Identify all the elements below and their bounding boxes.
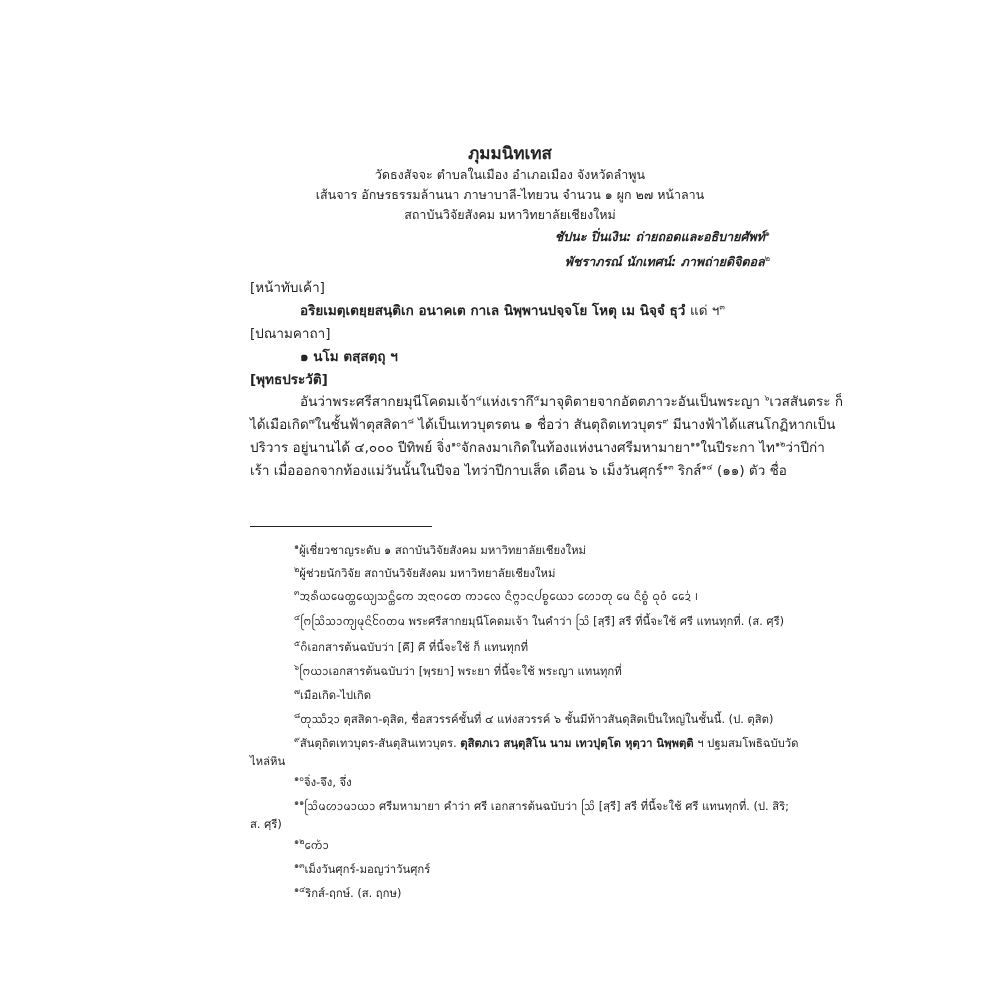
footnote-number: ๕ <box>294 639 301 648</box>
footnote-text: จิ่ง-จึง, จึ่ง <box>303 775 352 789</box>
homage-text: ๑ นโม ตสฺสตฺถุ ฯ <box>300 349 398 365</box>
footnote-text: [สฺรี] สรี ที่นี้จะใช้ ศรี แทนทุกที่. (ป. สิริ; <box>595 799 789 813</box>
footnote-item <box>294 586 698 606</box>
cover-text: อริยเมตฺเตยฺยสนฺติเก อนาคเต กาเล นิพฺพานปจฺจโย โหตุ เม นิจฺจํ ธุวํ แด่ ฯ$^๓$ <box>300 302 725 319</box>
lanna-script-text: ᨣᩧ <box>300 640 308 654</box>
footnote-number: ๘ <box>294 711 301 720</box>
footnote-text: ᩋᩁᩥᨿᨾᩮᨲ᩠ᨲᩮᨿ᩠ᨿᩈᨶ᩠ᨲᩥᨠᩮ ᩋᨶᩣᨣᨲᩮ ᨠᩣᩃᩮ ᨶᩥᨻ᩠ᨻᩣᨶᨸᨧ᩠ᨧᨿᩮᩣ ᩉᩮᩣᨲᩩ ᨾᩮ ᨶᩥᨧ᩠ᨧᩴ ᨵᩩᩅᩴ ᩯᨯ᩵ ᪨ <box>299 589 699 603</box>
body-line-1 <box>300 390 844 412</box>
body-text: อันว่าพระศรีสากยมุนีโคดมเจ้า <box>300 394 476 410</box>
section-cover-label: [หน้าทับเค้า] <box>250 280 325 296</box>
footnote-text: ฯ ปฐมสมโพธิฉบับวัด <box>693 736 799 750</box>
footnote-item <box>294 540 586 559</box>
footnote-marker: ๔ <box>475 393 482 403</box>
body-text: (๑๑) ตัว ชื่อ <box>712 463 787 479</box>
lanna-script-text: ᨲᩩᩔᩥᨯᩣ <box>300 712 340 726</box>
footnote-continuation: ไหล่หิน <box>250 755 286 768</box>
footnote-text: [พฺรยา] พระยา ที่นี้จะใช้ พระญา แทนทุกที่ <box>418 664 622 678</box>
footnote-text: เอกสารต้นฉบับว่า <box>328 664 419 678</box>
body-text: แห่งเรากึ <box>481 394 534 410</box>
footnote-item <box>294 685 371 704</box>
footnote-number: ๔ <box>294 613 301 622</box>
footnote-item <box>294 859 430 878</box>
footnote-item <box>294 661 622 681</box>
footnote-number: ๖ <box>294 663 300 672</box>
footnote-item <box>294 772 352 791</box>
footnote-marker: ๑๐ <box>451 439 461 449</box>
lanna-script-text: ᩈᩕᩦ <box>580 799 596 813</box>
body-text: ปริวาร อยู่นานได้ ๔,๐๐๐ ปีทิพย์ จิ่ง <box>250 440 452 456</box>
footnote-item <box>294 611 784 631</box>
footnote-text: ผู้ช่วยนักวิจัย สถาบันวิจัยสังคม มหาวิทยาลัยเชียงใหม่ <box>299 566 556 580</box>
footnote-text: พระศรีสากยมุนีโคดมเจ้า ในคำว่า <box>404 614 576 628</box>
footnote-marker: ๕ <box>533 393 540 403</box>
lanna-script-text: ᩈᩕᩦᨾᩉᩣᨾᩣᨿᩣ <box>304 799 376 813</box>
subtitle-manuscript: เส้นจาร อักษรธรรมล้านนา ภาษาบาลี-ไทยวน จำนวน ๑ ผูก ๒๗ หน้าลาน <box>315 187 705 202</box>
footnote-item <box>294 796 789 816</box>
footnote-number: ๑๔ <box>294 885 306 894</box>
subtitle-location: วัดธงสัจจะ ตำบลในเมือง อำเภอเมือง จังหวัดลำพูน <box>374 167 646 182</box>
footnote-marker: ๑๓ <box>663 462 674 472</box>
footnote-item <box>294 563 555 582</box>
body-text: จักลงมาเกิดในท้องแห่งนางศรีมหามายา <box>461 440 691 456</box>
footnote-text: สันตุถิตเทวบุตร-สันตุสินเทวบุตร. <box>299 736 461 750</box>
footnote-text: [สฺรี] สรี ที่นี้จะใช้ ศรี แทนทุกที่. (ส. ศฺรี) <box>589 614 785 628</box>
credit-transcriber: ชัปนะ ปิ่นเงิน: ถ่ายถอดและอธิบายศัพท์$^๑$ <box>554 229 770 245</box>
section-homage-label: [ปณามคาถา] <box>250 326 331 342</box>
footnote-item <box>294 637 528 657</box>
section-biography-label: [พุทธประวัติ] <box>250 372 328 388</box>
body-text: ในปีระกา ไท <box>700 440 775 456</box>
body-text: มาจุติตายจากอัตตภาวะอันเป็นพระญา <box>539 394 765 410</box>
body-text: เวสสันตระ ก็ <box>769 394 844 410</box>
footnote-text: ตุสสิดา-ดุสิต, ชื่อสวรรค์ชั้นที่ ๔ แห่งสวรรค์ ๖ ชั้นมีท้าวสันดุสิตเป็นใหญ่ในชั้นนี้. (ป. ตุสิต) <box>339 712 774 726</box>
footnote-text: เมือเกิด-ไปเกิด <box>300 688 372 702</box>
footnote-text: เอกสารต้นฉบับว่า <box>307 640 398 654</box>
lanna-script-text: ᨻᩕᨿᩣ <box>299 664 329 678</box>
body-line-3 <box>250 436 825 458</box>
footnote-marker: ๙ <box>662 416 669 426</box>
footnote-bold-text: ตุสิตภเว สนฺตุสิโน นาม เทวปุตฺโต หุตฺวา นิพฺพตฺติ <box>460 736 694 750</box>
footnote-marker: ๗ <box>308 416 315 426</box>
lanna-script-text: ᩈᩕᩦ <box>575 614 590 628</box>
footnote-marker: ๑๑ <box>690 439 701 449</box>
body-text: ในชั้นฟ้าตุสสิดา <box>314 417 408 433</box>
body-line-4 <box>250 459 787 481</box>
footnote-text: ผู้เชี่ยวชาญระดับ ๑ สถาบันวิจัยสังคม มหาวิทยาลัยเชียงใหม่ <box>299 543 586 557</box>
footnote-item <box>294 733 798 752</box>
lanna-script-text: ᨻᩕᩈᩕᩦᩈᩣᨠ᩠ᨿᨾᩩᨶᩦᨣᩰᨲᨾ <box>300 614 405 628</box>
body-text: ริกส์ <box>673 463 702 479</box>
body-text: ได้เมือเกิด <box>250 417 309 433</box>
body-text: ว่าปีก่า <box>785 440 825 456</box>
footnote-item <box>294 835 329 855</box>
footnote-number: ๑๐ <box>294 774 304 783</box>
footnote-marker: ๑๒ <box>774 439 786 449</box>
document-title: ภุมมนิทเทส <box>468 144 552 164</box>
credit-photographer: พัชราภรณ์ นักเทศน์: ภาพถ่ายดิจิตอล$^๒$ <box>564 254 770 270</box>
body-line-2 <box>250 413 836 435</box>
footnote-number: ๗ <box>294 687 301 696</box>
footnote-marker: ๘ <box>407 416 414 426</box>
footnote-text: ริกส์-ฤกษ์. (ส. ฤกษ) <box>305 886 402 900</box>
footnote-separator <box>250 526 432 527</box>
footnote-number: ๑๓ <box>294 861 305 870</box>
lanna-script-text: ᨠᩮᩢ᩵ᩣ <box>304 838 329 852</box>
footnote-number: ๑ <box>294 542 300 551</box>
footnote-number: ๙ <box>294 735 300 744</box>
body-text: ได้เป็นเทวบุตรตน ๑ ชื่อว่า สันตุถิตเทวบุตร <box>413 417 663 433</box>
footnote-number: ๓ <box>294 588 300 597</box>
footnote-text: เม็งวันศุกร์-มอญว่าวันศุกร์ <box>304 862 431 876</box>
footnote-item <box>294 883 401 902</box>
footnote-text: ศรีมหามายา คำว่า ศรี เอกสารต้นฉบับว่า <box>375 799 581 813</box>
footnote-text: [คึ] คึ ที่นี้จะใช้ ก็ แทนทุกที่ <box>397 640 529 654</box>
body-text: เร้า เมื่อออกจากท้องแม่วันนั้นในปีจอ ไทว่าปีกาบเส็ด เดือน ๖ เม็งวันศุกร์ <box>250 463 664 479</box>
subtitle-institute: สถาบันวิจัยสังคม มหาวิทยาลัยเชียงใหม่ <box>404 207 616 222</box>
footnote-item <box>294 709 773 729</box>
footnote-marker: ๖ <box>764 393 770 403</box>
footnote-number: ๑๒ <box>294 837 305 846</box>
footnote-number: ๑๑ <box>294 798 305 807</box>
footnote-continuation: ส. ศฺรี) <box>250 818 282 831</box>
footnote-number: ๒ <box>294 565 300 574</box>
footnote-marker: ๑๔ <box>701 462 713 472</box>
body-text: มีนางฟ้าได้แสนโกฏิหากเป็น <box>668 417 836 433</box>
